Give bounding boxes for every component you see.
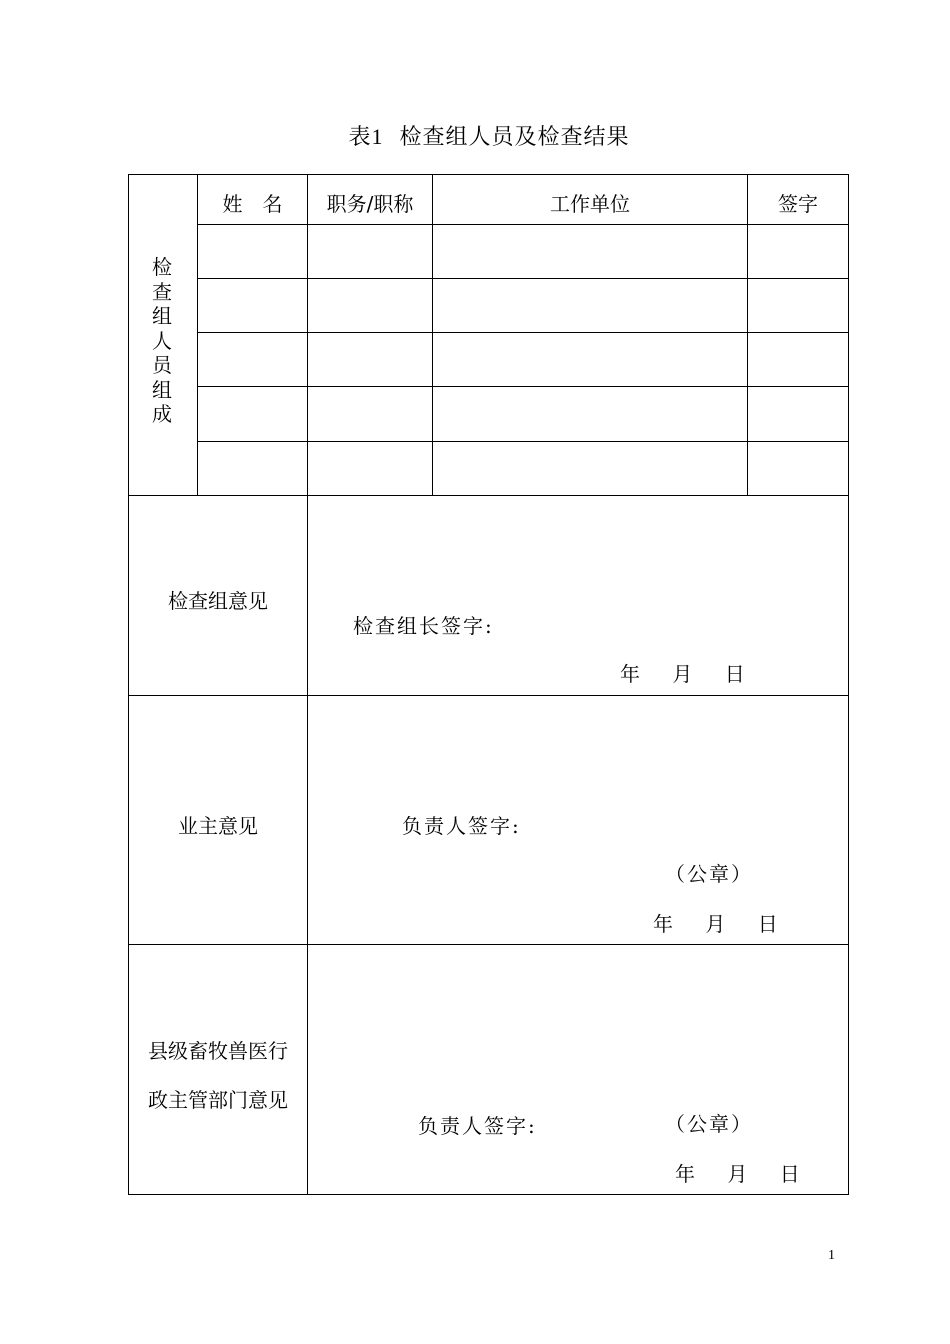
authority-sign-label: 负责人签字: [418, 1114, 537, 1138]
owner-seal: （公章） [665, 862, 753, 886]
cell-position[interactable] [308, 442, 432, 495]
table-border-bottom [128, 1194, 849, 1195]
title-number: 1 [371, 124, 384, 149]
authority-seal: （公章） [665, 1112, 753, 1136]
header-position: 职务/职称 [326, 192, 414, 216]
cell-signature[interactable] [748, 387, 848, 441]
authority-label-line2: 政主管部门意见 [148, 1088, 288, 1112]
cell-name[interactable] [198, 387, 307, 441]
authority-date: 年 月 日 [675, 1162, 802, 1186]
owner-sign-label: 负责人签字: [402, 814, 521, 838]
title-text: 检查组人员及检查结果 [399, 125, 630, 150]
members-section-label: 检查组人员组成 [152, 255, 172, 426]
cell-name[interactable] [198, 225, 307, 278]
page-title [0, 120, 950, 151]
cell-position[interactable] [308, 333, 432, 386]
cell-signature[interactable] [748, 225, 848, 278]
cell-unit[interactable] [433, 279, 747, 332]
cell-position[interactable] [308, 279, 432, 332]
cell-name[interactable] [198, 279, 307, 332]
cell-unit[interactable] [433, 225, 747, 278]
divider-opinion-end [128, 695, 849, 696]
cell-position[interactable] [308, 387, 432, 441]
header-unit: 工作单位 [550, 192, 630, 216]
title-prefix: 表 [348, 125, 372, 150]
table-border-right [848, 174, 849, 1195]
opinion-date: 年 月 日 [620, 662, 747, 686]
header-signature: 签字 [778, 192, 818, 216]
header-name: 姓 名 [222, 192, 283, 216]
cell-unit[interactable] [433, 387, 747, 441]
cell-name[interactable] [198, 442, 307, 495]
authority-label-line1: 县级畜牧兽医行 [148, 1039, 288, 1063]
cell-signature[interactable] [748, 442, 848, 495]
opinion-sign-label: 检查组长签字: [353, 614, 494, 638]
cell-signature[interactable] [748, 333, 848, 386]
cell-name[interactable] [198, 333, 307, 386]
table-border-top [128, 174, 849, 175]
page-number: 1 [828, 1248, 835, 1263]
owner-date: 年 月 日 [653, 912, 780, 936]
cell-unit[interactable] [433, 333, 747, 386]
cell-signature[interactable] [748, 279, 848, 332]
divider-members-end [128, 495, 849, 496]
divider-owner-end [128, 944, 849, 945]
cell-position[interactable] [308, 225, 432, 278]
opinion-section-label: 检查组意见 [168, 589, 268, 613]
cell-unit[interactable] [433, 442, 747, 495]
owner-section-label: 业主意见 [178, 814, 258, 838]
